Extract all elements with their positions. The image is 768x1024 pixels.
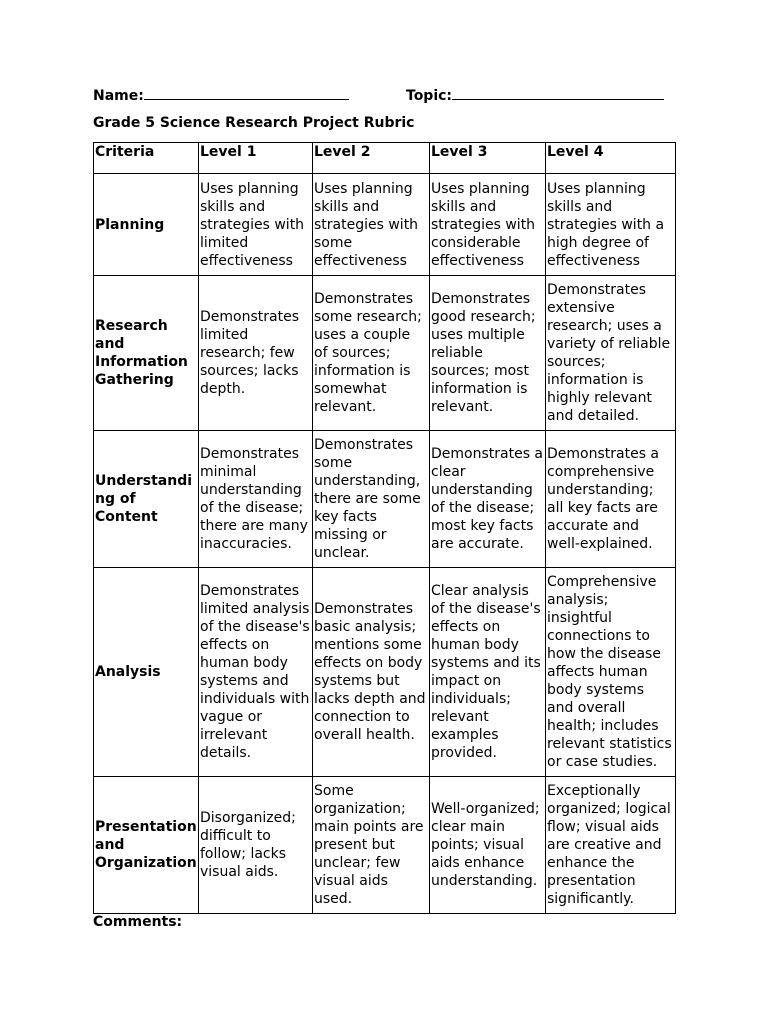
level-cell: Disorganized; difficult to follow; lacks visual aids.	[199, 777, 313, 914]
level-cell: Demonstrates some understanding, there are some key facts missing or unclear.	[313, 431, 430, 568]
column-header-criteria: Criteria	[94, 143, 199, 174]
document-title: Grade 5 Science Research Project Rubric	[93, 115, 415, 131]
level-cell: Uses planning skills and strategies with considerable effectiveness	[430, 174, 546, 276]
name-field	[93, 86, 406, 105]
criteria-cell: Analysis	[94, 568, 199, 777]
table-row	[94, 568, 676, 777]
column-header-level-3: Level 3	[430, 143, 546, 174]
table-row	[94, 777, 676, 914]
column-header-level-2: Level 2	[313, 143, 430, 174]
topic-label: Topic:	[406, 88, 453, 104]
name-label: Name:	[93, 88, 144, 104]
level-cell: Clear analysis of the disease's effects on human body systems and its impact on individuals; relevant examples provided.	[430, 568, 546, 777]
comments-label: Comments:	[93, 914, 183, 930]
level-cell: Demonstrates a clear understanding of the disease; most key facts are accurate.	[430, 431, 546, 568]
level-cell: Demonstrates basic analysis; mentions some effects on body systems but lacks depth and connection to overall health.	[313, 568, 430, 777]
table-header-row	[94, 143, 676, 174]
level-cell: Demonstrates a comprehensive understanding; all key facts are accurate and well-explained.	[546, 431, 676, 568]
level-cell: Demonstrates extensive research; uses a variety of reliable sources; information is highly relevant and detailed.	[546, 276, 676, 431]
level-cell: Uses planning skills and strategies with a high degree of effectiveness	[546, 174, 676, 276]
level-cell: Demonstrates good research; uses multiple reliable sources; most information is relevant.	[430, 276, 546, 431]
table-row	[94, 174, 676, 276]
level-cell: Demonstrates limited research; few sources; lacks depth.	[199, 276, 313, 431]
name-blank-line[interactable]	[144, 86, 349, 100]
rubric-table	[93, 142, 676, 914]
topic-blank-line[interactable]	[452, 86, 664, 100]
level-cell: Some organization; main points are present but unclear; few visual aids used.	[313, 777, 430, 914]
level-cell: Exceptionally organized; logical flow; visual aids are creative and enhance the presentation significantly.	[546, 777, 676, 914]
criteria-cell: Planning	[94, 174, 199, 276]
criteria-cell: Understanding of Content	[94, 431, 199, 568]
level-cell: Comprehensive analysis; insightful connections to how the disease affects human body systems and overall health; includes relevant statistics or case studies.	[546, 568, 676, 777]
column-header-level-1: Level 1	[199, 143, 313, 174]
table-row	[94, 276, 676, 431]
header-fields	[93, 86, 664, 105]
level-cell: Demonstrates some research; uses a couple of sources; information is somewhat relevant.	[313, 276, 430, 431]
level-cell: Demonstrates minimal understanding of the disease; there are many inaccuracies.	[199, 431, 313, 568]
table-row	[94, 431, 676, 568]
column-header-level-4: Level 4	[546, 143, 676, 174]
criteria-cell: Presentation and Organization	[94, 777, 199, 914]
level-cell: Uses planning skills and strategies with some effectiveness	[313, 174, 430, 276]
level-cell: Demonstrates limited analysis of the disease's effects on human body systems and individuals with vague or irrelevant details.	[199, 568, 313, 777]
topic-field	[406, 86, 664, 105]
level-cell: Well-organized; clear main points; visual aids enhance understanding.	[430, 777, 546, 914]
criteria-cell: Research and Information Gathering	[94, 276, 199, 431]
level-cell: Uses planning skills and strategies with limited effectiveness	[199, 174, 313, 276]
